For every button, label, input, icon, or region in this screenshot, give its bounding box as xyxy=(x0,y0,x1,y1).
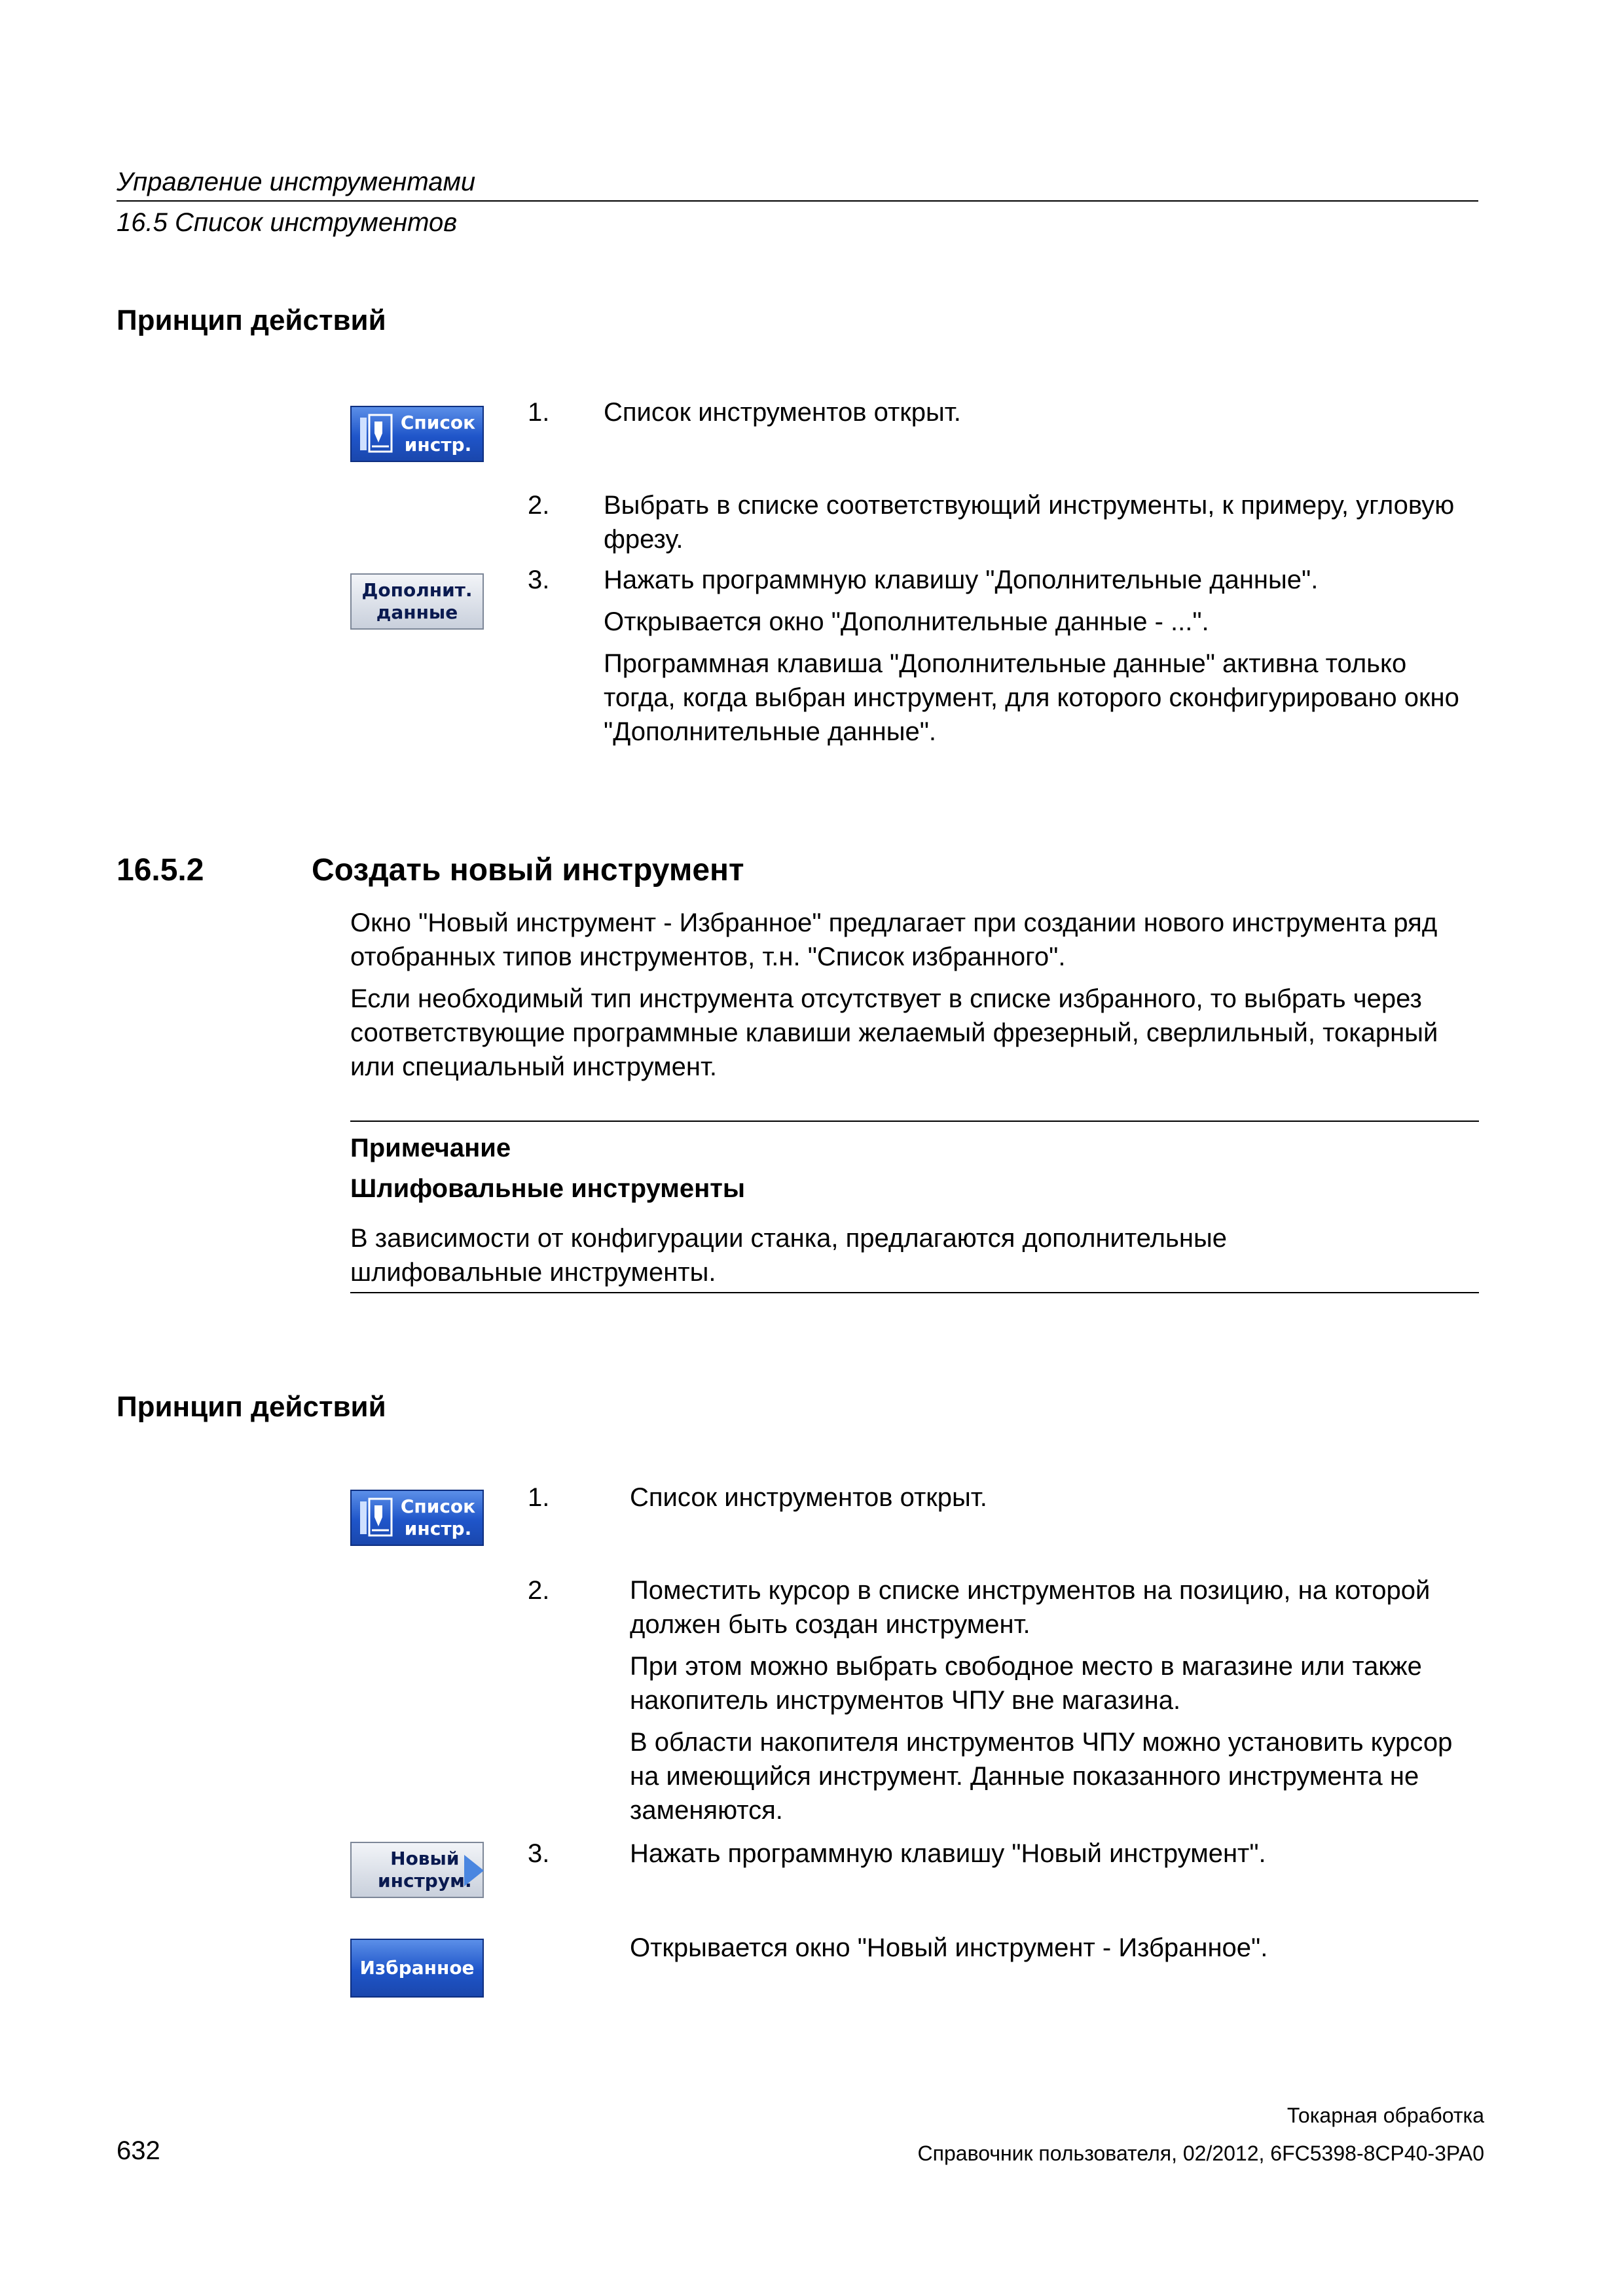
section-para2: Если необходимый тип инструмента отсутствует в списке избранного, то выбрать через соответствующие программные клавиши желаемый фрезерный, сверлильный, токарный или специальный инструмент. xyxy=(350,984,1438,1081)
note-bottom-rule xyxy=(350,1292,1479,1293)
block2-step1-para: Список инструментов открыт. xyxy=(630,1483,987,1512)
tool-list-softkey-2[interactable] xyxy=(350,1490,484,1546)
tool-list-softkey-2-line1: Список xyxy=(400,1496,476,1517)
note-label: Примечание xyxy=(350,1134,511,1162)
additional-data-softkey-line1: Дополнит. xyxy=(361,579,473,601)
block1-step3-text xyxy=(604,563,1468,757)
block1-step2-para: Выбрать в списке соответствующий инструменты, к примеру, угловую фрезу. xyxy=(604,491,1455,554)
block1-heading: Принцип действий xyxy=(117,304,386,336)
favorites-softkey-label: Избранное xyxy=(359,1957,475,1979)
block2-step4-text xyxy=(630,1931,1481,1973)
block1-step3-number: 3. xyxy=(528,565,550,594)
additional-data-softkey-line2: данные xyxy=(376,601,458,623)
new-tool-softkey-line2: инструм. xyxy=(378,1870,472,1892)
block2-step2-number: 2. xyxy=(528,1576,550,1605)
block2-heading: Принцип действий xyxy=(117,1391,386,1423)
block1-step1-number: 1. xyxy=(528,398,550,427)
tool-list-icon xyxy=(359,414,395,454)
footer-product: Токарная обработка xyxy=(1286,2104,1484,2127)
block2-step2-text xyxy=(630,1573,1481,1835)
section-title: Создать новый инструмент xyxy=(312,853,744,888)
header-section: 16.5 Список инструментов xyxy=(117,208,458,237)
block1-step2-number: 2. xyxy=(528,491,550,520)
note-text xyxy=(350,1221,1411,1297)
block2-step3-para: Нажать программную клавишу "Новый инструмент". xyxy=(630,1839,1266,1868)
block1-step1-para: Список инструментов открыт. xyxy=(604,398,961,427)
block2-step1-number: 1. xyxy=(528,1483,550,1512)
tool-list-softkey-2-line2: инстр. xyxy=(404,1518,472,1539)
new-tool-softkey-line1: Новый xyxy=(390,1848,460,1869)
section-number: 16.5.2 xyxy=(117,853,204,888)
block1-step3-para2: Открывается окно "Дополнительные данные - ...". xyxy=(604,607,1209,636)
block2-step2-para1: Поместить курсор в списке инструментов на позицию, на которой должен быть создан инструмент. xyxy=(630,1576,1431,1639)
tool-list-softkey[interactable] xyxy=(350,406,484,462)
block1-step2-text xyxy=(604,488,1455,564)
block2-step4-para: Открывается окно "Новый инструмент - Избранное". xyxy=(630,1933,1268,1962)
favorites-softkey[interactable] xyxy=(350,1939,484,1998)
header-chapter: Управление инструментами xyxy=(117,168,476,196)
note-title: Шлифовальные инструменты xyxy=(350,1174,746,1203)
block1-step3-para3: Программная клавиша "Дополнительные данные" активна только тогда, когда выбран инструмент, для которого сконфигурировано окно "Дополнительные данные". xyxy=(604,649,1459,746)
section-para1: Окно "Новый инструмент - Избранное" предлагает при создании нового инструмента ряд отобранных типов инструментов, т.н. "Список избранного". xyxy=(350,908,1438,971)
note-para: В зависимости от конфигурации станка, предлагаются дополнительные шлифовальные инструменты. xyxy=(350,1224,1227,1287)
section-body xyxy=(350,906,1483,1092)
tool-list-softkey-line2: инстр. xyxy=(404,434,472,456)
block2-step3-number: 3. xyxy=(528,1839,550,1868)
footer-manual: Справочник пользователя, 02/2012, 6FC5398-8CP40-3PA0 xyxy=(917,2142,1484,2165)
block2-step2-para3: В области накопителя инструментов ЧПУ можно установить курсор на имеющийся инструмент. Данные показанного инструмента не заменяются. xyxy=(630,1728,1453,1825)
tool-list-softkey-line1: Список xyxy=(400,412,476,433)
new-tool-softkey[interactable] xyxy=(350,1842,484,1898)
tool-list-icon xyxy=(359,1498,395,1538)
block2-step3-text xyxy=(630,1837,1481,1878)
block2-step1-text xyxy=(630,1480,1481,1522)
block1-step3-para1: Нажать программную клавишу "Дополнительные данные". xyxy=(604,565,1319,594)
arrow-right-icon xyxy=(464,1855,484,1886)
block1-step1-text xyxy=(604,395,1481,437)
header-rule xyxy=(117,200,1478,202)
page-number: 632 xyxy=(117,2136,160,2165)
block2-step2-para2: При этом можно выбрать свободное место в магазине или также накопитель инструментов ЧПУ вне магазина. xyxy=(630,1652,1422,1715)
additional-data-softkey[interactable] xyxy=(350,573,484,630)
note-top-rule xyxy=(350,1121,1479,1122)
